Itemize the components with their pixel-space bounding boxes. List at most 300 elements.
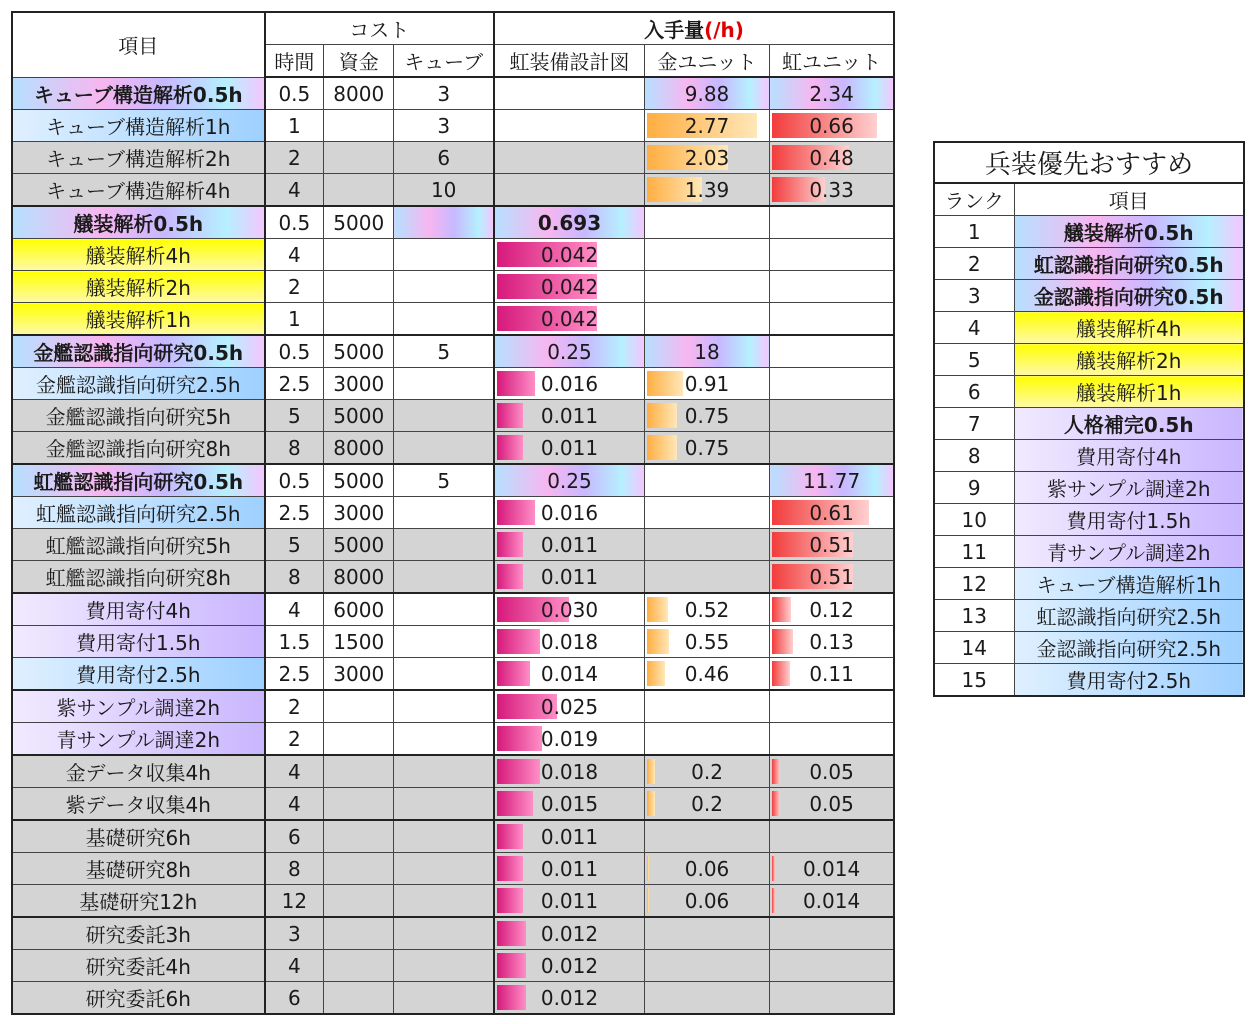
rain-databar	[772, 856, 774, 881]
recommend-item-cell: 青サンプル調達2h	[1014, 536, 1244, 568]
value-item: 金艦認識指向研究2.5h	[36, 373, 241, 397]
cell-gold	[644, 723, 769, 756]
cell-rain	[770, 464, 894, 497]
cell-funds	[324, 917, 394, 950]
cell-cube	[394, 174, 494, 207]
cell-time	[265, 239, 324, 271]
value-cube: 5	[437, 339, 451, 364]
bp-databar	[497, 726, 542, 751]
cell-gold	[644, 110, 769, 142]
cell-time	[265, 400, 324, 432]
value-bp: 0.011	[540, 435, 599, 460]
cell-gold	[644, 626, 769, 658]
cell-rain	[770, 335, 894, 368]
cell-item	[12, 626, 265, 658]
cell-time	[265, 529, 324, 561]
cell-funds	[324, 950, 394, 982]
value-bp: 0.042	[540, 306, 599, 331]
value-time: 12	[281, 888, 308, 913]
cell-funds	[324, 303, 394, 336]
cell-time	[265, 593, 324, 626]
cell-cube	[394, 368, 494, 400]
recommend-item-cell: 艤装解析1h	[1014, 376, 1244, 408]
value-gold: 0.52	[684, 597, 730, 622]
cell-bp	[494, 950, 644, 982]
value-gold: 2.03	[684, 145, 730, 170]
cell-time	[265, 174, 324, 207]
value-rain: 0.48	[809, 145, 854, 170]
cell-item	[12, 950, 265, 982]
gold-databar	[647, 791, 655, 816]
value-bp: 0.014	[540, 661, 599, 686]
value-time: 4	[287, 242, 301, 267]
value-bp: 0.011	[540, 888, 599, 913]
cell-gold	[644, 432, 769, 465]
cell-item	[12, 271, 265, 303]
recommend-item-cell: 人格補完0.5h	[1014, 408, 1244, 440]
cell-bp	[494, 206, 644, 239]
value-time: 8	[287, 435, 301, 460]
cell-item	[12, 529, 265, 561]
cell-cube	[394, 432, 494, 465]
recommend-row	[934, 248, 1244, 280]
recommend-item-cell: 紫サンプル調達2h	[1014, 472, 1244, 504]
cell-bp	[494, 788, 644, 821]
cell-funds	[324, 400, 394, 432]
value-cube: 10	[430, 177, 457, 202]
cell-time	[265, 950, 324, 982]
research-table	[11, 11, 895, 1015]
value-item: 金データ収集4h	[65, 761, 211, 785]
value-item: 虹艦認識指向研究2.5h	[36, 502, 241, 526]
cell-gold	[644, 206, 769, 239]
rain-databar	[772, 629, 793, 654]
cell-rain	[770, 658, 894, 691]
value-item: 金艦認識指向研究8h	[45, 437, 231, 461]
cell-time	[265, 335, 324, 368]
value-bp: 0.011	[540, 532, 599, 557]
value-item: 虹艦認識指向研究5h	[45, 534, 231, 558]
value-item: 艤装解析4h	[85, 244, 191, 268]
cell-cube	[394, 464, 494, 497]
cell-time	[265, 432, 324, 465]
recommend-row	[934, 568, 1244, 600]
cell-funds	[324, 626, 394, 658]
cell-gold	[644, 788, 769, 821]
value-rain: 0.51	[809, 532, 854, 557]
value-time: 4	[287, 953, 301, 978]
value-gold: 0.75	[684, 403, 730, 428]
cell-funds	[324, 174, 394, 207]
value-rain: 0.12	[809, 597, 854, 622]
value-item: 研究委託3h	[85, 923, 191, 947]
cell-gold	[644, 239, 769, 271]
cell-item	[12, 755, 265, 788]
value-funds: 5000	[333, 532, 385, 557]
cell-funds	[324, 885, 394, 918]
cell-rain	[770, 788, 894, 821]
cell-gold	[644, 658, 769, 691]
bp-databar	[497, 371, 535, 396]
cell-time	[265, 110, 324, 142]
cell-rain	[770, 529, 894, 561]
value-item: キューブ構造解析2h	[46, 147, 231, 171]
gold-databar	[647, 888, 649, 913]
cell-cube	[394, 335, 494, 368]
rank-cell: 11	[934, 536, 1014, 568]
rank-cell: 9	[934, 472, 1014, 504]
value-rain: 0.33	[809, 177, 854, 202]
table-row	[12, 464, 894, 497]
value-cube: 6	[437, 145, 451, 170]
recommend-item-cell: 費用寄付1.5h	[1014, 504, 1244, 536]
cell-cube	[394, 77, 494, 110]
recommend-row	[934, 376, 1244, 408]
value-time: 1	[287, 113, 301, 138]
gold-databar	[647, 371, 683, 396]
value-cube: 3	[437, 113, 451, 138]
cell-cube	[394, 593, 494, 626]
gold-databar	[647, 856, 649, 881]
recommend-table	[933, 141, 1245, 697]
cell-gold	[644, 885, 769, 918]
table-row	[12, 626, 894, 658]
rain-databar	[772, 597, 791, 622]
recommend-row	[934, 632, 1244, 664]
rank-cell: 12	[934, 568, 1014, 600]
cell-item	[12, 400, 265, 432]
bp-databar	[497, 921, 526, 946]
cell-gold	[644, 529, 769, 561]
rank-cell: 10	[934, 504, 1014, 536]
cell-time	[265, 561, 324, 594]
table-row	[12, 400, 894, 432]
cell-cube	[394, 690, 494, 723]
recommend-item-cell: 艤装解析0.5h	[1014, 216, 1244, 248]
rank-cell: 1	[934, 216, 1014, 248]
cell-funds	[324, 593, 394, 626]
cell-rain	[770, 593, 894, 626]
cell-funds	[324, 853, 394, 885]
bp-databar	[497, 435, 523, 460]
recommend-item-cell: 費用寄付4h	[1014, 440, 1244, 472]
header-yield	[494, 12, 894, 45]
recommend-row	[934, 536, 1244, 568]
header-funds: 資金	[324, 45, 394, 78]
bp-databar	[497, 759, 540, 784]
value-bp: 0.016	[540, 500, 599, 525]
value-rain: 0.05	[809, 759, 854, 784]
value-gold: 0.2	[691, 759, 723, 784]
table-row	[12, 335, 894, 368]
recommend-row	[934, 216, 1244, 248]
cell-rain	[770, 820, 894, 853]
cell-gold	[644, 174, 769, 207]
value-funds: 5000	[333, 339, 385, 364]
cell-cube	[394, 820, 494, 853]
cell-funds	[324, 820, 394, 853]
recommend-row	[934, 472, 1244, 504]
value-item: キューブ構造解析4h	[46, 179, 231, 203]
cell-item	[12, 303, 265, 336]
value-bp: 0.018	[540, 629, 599, 654]
value-bp: 0.011	[540, 824, 599, 849]
rank-cell: 8	[934, 440, 1014, 472]
cell-funds	[324, 658, 394, 691]
recommend-item-cell: 艤装解析4h	[1014, 312, 1244, 344]
value-item: キューブ構造解析1h	[46, 115, 231, 139]
cell-item	[12, 982, 265, 1015]
value-bp: 0.012	[540, 921, 599, 946]
cell-bp	[494, 368, 644, 400]
cell-time	[265, 142, 324, 174]
value-time: 4	[287, 597, 301, 622]
cell-time	[265, 303, 324, 336]
recommend-item-cell: 金認識指向研究2.5h	[1014, 632, 1244, 664]
value-item: 紫サンプル調達2h	[56, 696, 221, 720]
gold-databar	[647, 435, 677, 460]
table-row	[12, 788, 894, 821]
recommend-row	[934, 344, 1244, 376]
cell-cube	[394, 658, 494, 691]
value-rain: 0.13	[809, 629, 854, 654]
cell-rain	[770, 853, 894, 885]
cell-funds	[324, 432, 394, 465]
cell-bp	[494, 497, 644, 529]
value-time: 8	[287, 856, 301, 881]
value-bp: 0.025	[540, 694, 599, 719]
cell-time	[265, 626, 324, 658]
value-rain: 0.05	[809, 791, 854, 816]
cell-bp	[494, 820, 644, 853]
table-row	[12, 497, 894, 529]
value-time: 0.5	[278, 468, 311, 493]
recommend-item-cell: 虹認識指向研究2.5h	[1014, 600, 1244, 632]
cell-bp	[494, 335, 644, 368]
cell-rain	[770, 77, 894, 110]
table-row	[12, 755, 894, 788]
cell-cube	[394, 239, 494, 271]
value-time: 2.5	[278, 371, 311, 396]
cell-item	[12, 690, 265, 723]
value-item: 費用寄付4h	[85, 599, 191, 623]
value-time: 1.5	[278, 629, 311, 654]
value-time: 2	[287, 274, 301, 299]
cell-rain	[770, 432, 894, 465]
value-time: 1	[287, 306, 301, 331]
header-yield-paren-close: )	[734, 18, 744, 42]
recommend-row	[934, 440, 1244, 472]
cell-item	[12, 432, 265, 465]
cell-rain	[770, 239, 894, 271]
table-row	[12, 885, 894, 918]
recommend-item-cell: 艤装解析2h	[1014, 344, 1244, 376]
cell-gold	[644, 820, 769, 853]
cell-gold	[644, 917, 769, 950]
cell-item	[12, 593, 265, 626]
header-blueprint: 虹装備設計図	[494, 45, 644, 78]
value-item: 基礎研究12h	[79, 890, 198, 914]
table-row	[12, 529, 894, 561]
cell-funds	[324, 110, 394, 142]
value-gold: 0.06	[684, 888, 730, 913]
cell-bp	[494, 529, 644, 561]
value-item: 虹艦認識指向研究8h	[45, 566, 231, 590]
rank-cell: 13	[934, 600, 1014, 632]
cell-gold	[644, 950, 769, 982]
value-time: 5	[287, 403, 301, 428]
value-time: 4	[287, 177, 301, 202]
cell-bp	[494, 303, 644, 336]
cell-gold	[644, 593, 769, 626]
cell-item	[12, 723, 265, 756]
cell-item	[12, 820, 265, 853]
cell-cube	[394, 788, 494, 821]
cell-bp	[494, 561, 644, 594]
bp-databar	[497, 532, 523, 557]
value-bp: 0.25	[547, 468, 592, 493]
cell-cube	[394, 950, 494, 982]
value-time: 0.5	[278, 210, 311, 235]
cell-cube	[394, 982, 494, 1015]
cell-funds	[324, 529, 394, 561]
cell-bp	[494, 271, 644, 303]
value-bp: 0.019	[540, 726, 599, 751]
cell-rain	[770, 950, 894, 982]
cell-bp	[494, 464, 644, 497]
cell-bp	[494, 853, 644, 885]
gold-databar	[647, 759, 655, 784]
cell-gold	[644, 982, 769, 1015]
cell-time	[265, 271, 324, 303]
value-time: 2.5	[278, 500, 311, 525]
cell-gold	[644, 497, 769, 529]
cell-funds	[324, 206, 394, 239]
header-cube: キューブ	[394, 45, 494, 78]
value-funds: 1500	[333, 629, 385, 654]
bp-databar	[497, 856, 523, 881]
bp-databar	[497, 500, 535, 525]
cell-gold	[644, 561, 769, 594]
cell-bp	[494, 690, 644, 723]
value-time: 0.5	[278, 339, 311, 364]
value-time: 5	[287, 532, 301, 557]
cell-bp	[494, 982, 644, 1015]
value-item: 青サンプル調達2h	[56, 728, 221, 752]
cell-item	[12, 885, 265, 918]
cell-bp	[494, 755, 644, 788]
value-item: 研究委託6h	[85, 987, 191, 1011]
cell-cube	[394, 206, 494, 239]
table-row	[12, 982, 894, 1015]
value-rain: 0.11	[809, 661, 854, 686]
cell-rain	[770, 271, 894, 303]
cell-time	[265, 723, 324, 756]
value-item: 虹艦認識指向研究0.5h	[33, 470, 244, 494]
cell-rain	[770, 303, 894, 336]
bp-databar	[497, 791, 533, 816]
cell-bp	[494, 658, 644, 691]
value-item: 費用寄付2.5h	[76, 663, 201, 687]
cell-bp	[494, 432, 644, 465]
bp-databar	[497, 888, 523, 913]
bp-databar	[497, 824, 523, 849]
cell-funds	[324, 335, 394, 368]
cell-bp	[494, 77, 644, 110]
value-bp: 0.018	[540, 759, 599, 784]
cell-rain	[770, 561, 894, 594]
value-item: キューブ構造解析0.5h	[33, 82, 243, 107]
cell-cube	[394, 142, 494, 174]
rank-cell: 3	[934, 280, 1014, 312]
value-time: 6	[287, 824, 301, 849]
cell-time	[265, 497, 324, 529]
value-item: 基礎研究8h	[85, 858, 191, 882]
table-row	[12, 142, 894, 174]
cell-rain	[770, 917, 894, 950]
cell-rain	[770, 110, 894, 142]
value-bp: 0.011	[540, 856, 599, 881]
header-time: 時間	[265, 45, 324, 78]
cell-rain	[770, 755, 894, 788]
cell-time	[265, 885, 324, 918]
cell-rain	[770, 885, 894, 918]
rank-cell: 5	[934, 344, 1014, 376]
cell-gold	[644, 271, 769, 303]
table-row	[12, 917, 894, 950]
value-bp: 0.012	[540, 985, 599, 1010]
cell-cube	[394, 303, 494, 336]
value-funds: 6000	[333, 597, 385, 622]
recommend-item-cell: 費用寄付2.5h	[1014, 664, 1244, 697]
value-rain: 0.61	[809, 500, 854, 525]
header-rainbow-unit: 虹ユニット	[770, 45, 894, 78]
rank-cell: 6	[934, 376, 1014, 408]
bp-databar	[497, 661, 530, 686]
value-funds: 5000	[333, 210, 385, 235]
recommend-item-cell: 虹認識指向研究0.5h	[1014, 248, 1244, 280]
cell-time	[265, 77, 324, 110]
value-rain: 0.66	[809, 113, 854, 138]
table-row	[12, 77, 894, 110]
cell-item	[12, 110, 265, 142]
cell-bp	[494, 626, 644, 658]
cell-bp	[494, 723, 644, 756]
cell-funds	[324, 239, 394, 271]
cell-funds	[324, 690, 394, 723]
header-cost: コスト	[265, 12, 495, 45]
cell-bp	[494, 174, 644, 207]
recommend-item-cell: 金認識指向研究0.5h	[1014, 280, 1244, 312]
rain-databar	[772, 759, 780, 784]
cell-gold	[644, 77, 769, 110]
cell-item	[12, 206, 265, 239]
cell-gold	[644, 464, 769, 497]
recommend-row	[934, 312, 1244, 344]
table-row	[12, 853, 894, 885]
cell-bp	[494, 885, 644, 918]
cell-funds	[324, 464, 394, 497]
header-gold-unit: 金ユニット	[644, 45, 769, 78]
cell-cube	[394, 271, 494, 303]
recommend-row	[934, 504, 1244, 536]
cell-time	[265, 917, 324, 950]
recommend-row	[934, 280, 1244, 312]
value-gold: 0.91	[684, 371, 730, 396]
cell-funds	[324, 368, 394, 400]
cell-item	[12, 239, 265, 271]
cell-rain	[770, 142, 894, 174]
